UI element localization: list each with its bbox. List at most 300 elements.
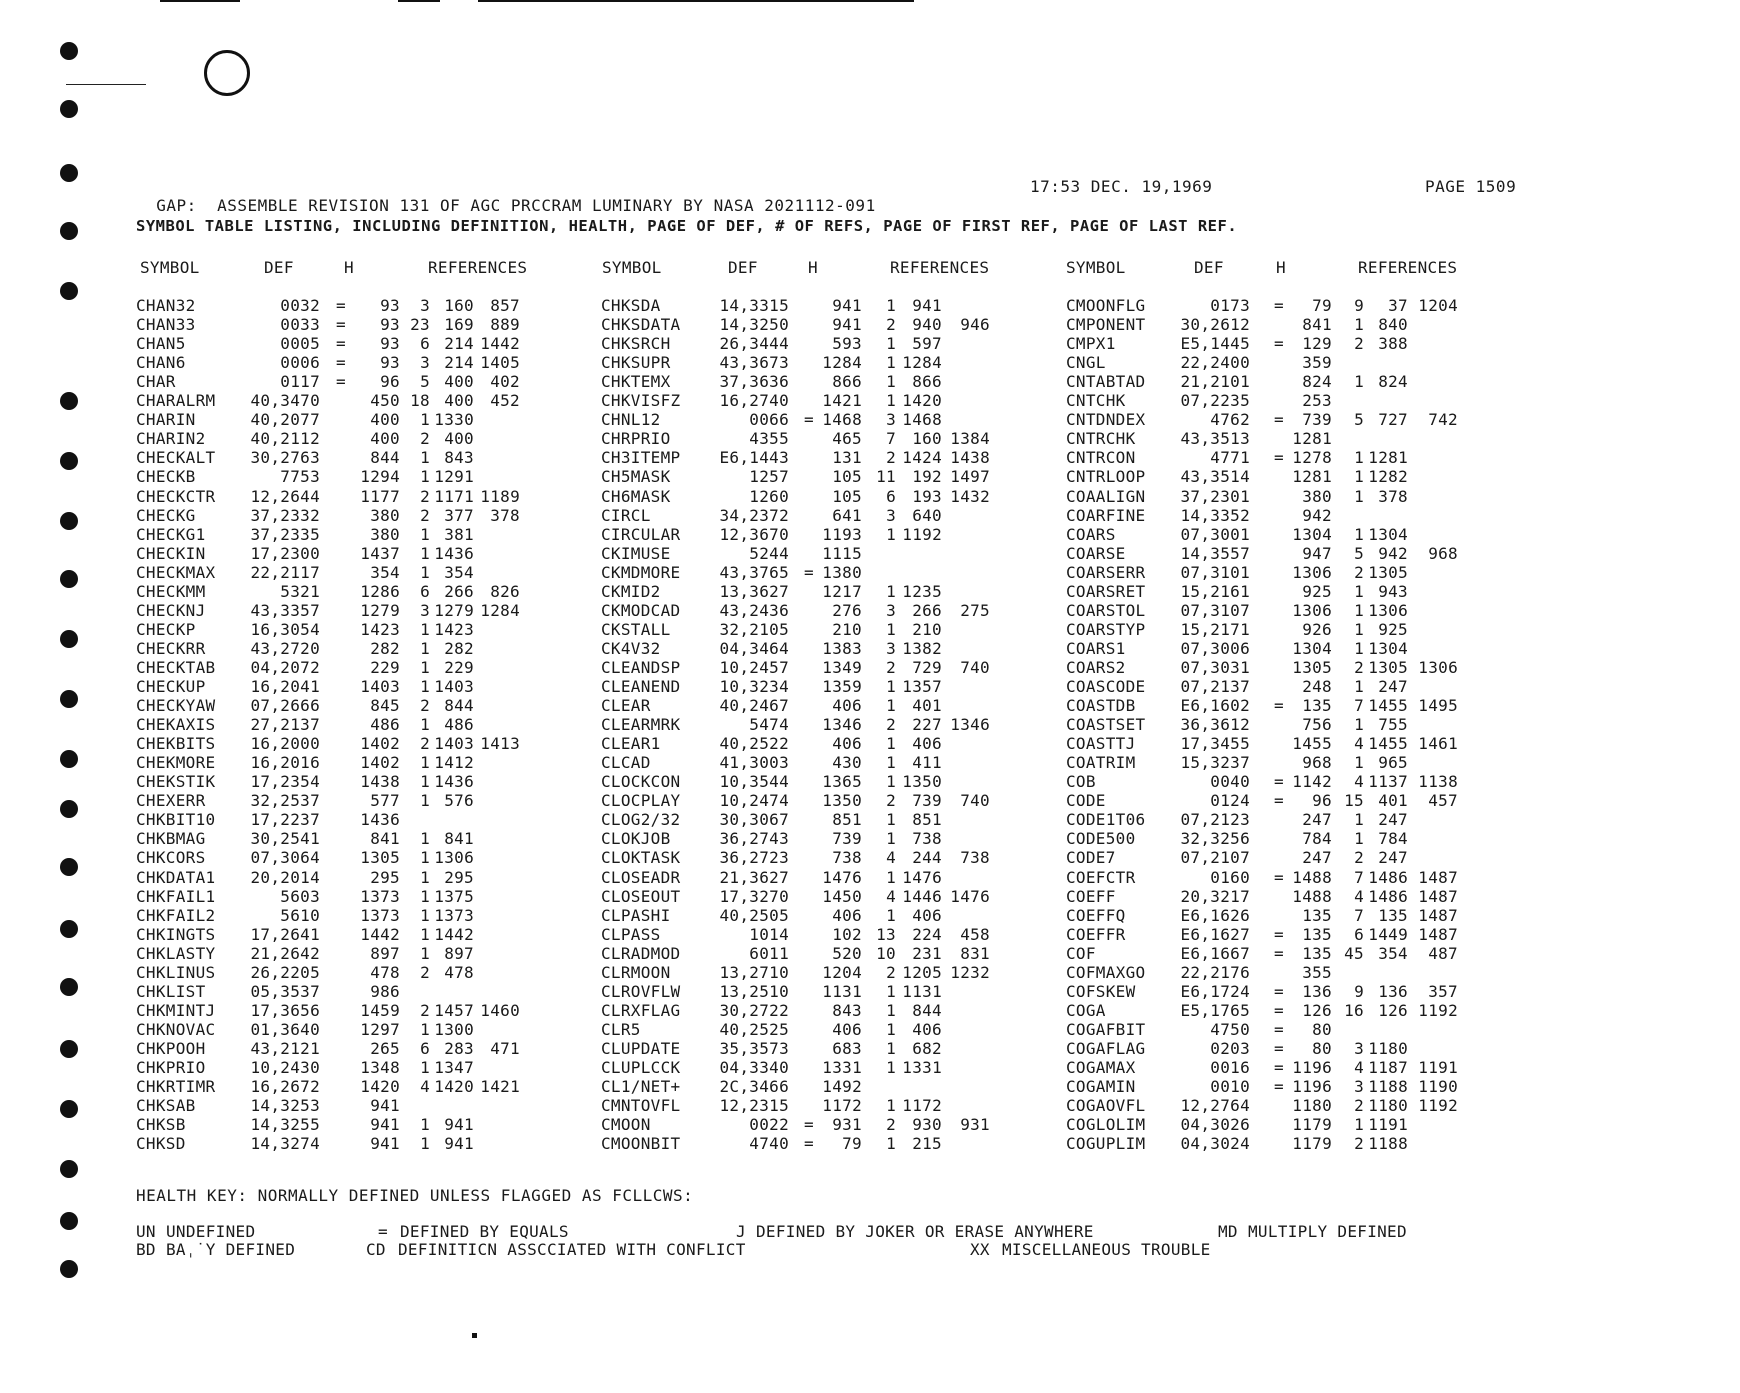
cell-last-1: 1421 (480, 1077, 520, 1097)
cell-page-1: 1297 (360, 1019, 400, 1039)
cell-def-3: 15,2171 (1180, 619, 1250, 639)
cell-first-2: 1446 (902, 886, 942, 906)
cell-page-2: 406 (832, 905, 862, 925)
cell-nrefs-1: 1 (420, 619, 430, 639)
cell-page-1: 1177 (360, 486, 400, 506)
cell-page-1: 1286 (360, 581, 400, 601)
cell-def-3: 07,3006 (1180, 638, 1250, 658)
cell-page-1: 986 (370, 981, 400, 1001)
cell-nrefs-2: 1 (886, 353, 896, 373)
cell-health-1: = (336, 353, 346, 373)
cell-def-3: 43,3514 (1180, 467, 1250, 487)
cell-symbol-2: CLEAR (601, 696, 651, 716)
cell-first-2: 406 (912, 1019, 942, 1039)
cell-first-3: 1188 (1368, 1134, 1408, 1154)
cell-page-2: 683 (832, 1038, 862, 1058)
cell-def-3: E6,1724 (1180, 981, 1250, 1001)
cell-first-2: 224 (912, 924, 942, 944)
key-code-equals: = (378, 1222, 388, 1241)
cell-first-3: 378 (1378, 486, 1408, 506)
cell-nrefs-3: 1 (1354, 753, 1364, 773)
cell-first-1: 229 (444, 657, 474, 677)
cell-def-2: 5474 (749, 715, 789, 735)
cell-first-1: 377 (444, 505, 474, 525)
cell-first-2: 1382 (902, 638, 942, 658)
cell-first-2: 851 (912, 810, 942, 830)
cell-last-3: 1190 (1418, 1077, 1458, 1097)
cell-symbol-1: CHECKTAB (136, 657, 216, 677)
punch-hole (60, 164, 78, 182)
cell-page-2: 1331 (822, 1058, 862, 1077)
cell-nrefs-2: 1 (886, 981, 896, 1001)
cell-page-1: 1438 (360, 772, 400, 792)
listing-subtitle: SYMBOL TABLE LISTING, INCLUDING DEFINITION, HEALTH, PAGE OF DEF, # OF REFS, PAGE OF FIRST REF, PAGE OF LAST REF. (136, 217, 1238, 235)
cell-nrefs-3: 2 (1354, 562, 1364, 582)
cell-page-2: 1476 (822, 867, 862, 887)
cell-def-3: 0160 (1210, 867, 1250, 887)
cell-first-1: 576 (444, 791, 474, 811)
cell-page-3: 380 (1302, 486, 1332, 506)
cell-first-3: 1305 (1368, 562, 1408, 582)
health-key-row-1 (136, 1222, 1407, 1241)
cell-symbol-3: COARSTOL (1066, 600, 1146, 620)
cell-page-1: 1305 (360, 848, 400, 868)
cell-first-3: 1137 (1368, 772, 1408, 792)
cell-symbol-3: COF (1066, 943, 1096, 963)
cell-symbol-3: CNTDNDEX (1066, 410, 1146, 430)
cell-first-1: 844 (444, 696, 474, 716)
cell-first-1: 295 (444, 867, 474, 887)
cell-nrefs-3: 9 (1354, 296, 1364, 315)
cell-def-3: 37,2301 (1180, 486, 1250, 506)
cell-health-3: = (1274, 943, 1284, 963)
cell-def-3: 07,3101 (1180, 562, 1250, 582)
cell-page-2: 1115 (822, 543, 862, 563)
cell-symbol-2: CLOSEADR (601, 867, 681, 887)
cell-def-3: 07,2107 (1180, 848, 1250, 868)
cell-symbol-1: CHECKYAW (136, 696, 216, 716)
cell-page-1: 941 (370, 1096, 400, 1116)
cell-def-2: 36,2723 (719, 848, 789, 868)
cell-last-1: 826 (490, 581, 520, 601)
cell-nrefs-3: 1 (1354, 600, 1364, 620)
cell-def-2: 16,2740 (719, 391, 789, 411)
cell-page-2: 739 (832, 829, 862, 849)
cell-nrefs-1: 1 (420, 772, 430, 792)
cell-page-3: 739 (1302, 410, 1332, 430)
cell-page-1: 941 (370, 1115, 400, 1135)
cell-def-2: 4355 (749, 429, 789, 449)
cell-health-3: = (1274, 1019, 1284, 1039)
cell-def-3: 4762 (1210, 410, 1250, 430)
key-code-md: MD (1218, 1222, 1238, 1241)
cell-health-2: = (804, 1115, 814, 1135)
cell-def-2: 40,2522 (719, 734, 789, 754)
cell-page-2: 105 (832, 467, 862, 487)
cell-first-3: 727 (1378, 410, 1408, 430)
cell-nrefs-1: 1 (420, 638, 430, 658)
key-text-md: MULTIPLY DEFINED (1248, 1222, 1407, 1241)
cell-symbol-2: CH3ITEMP (601, 448, 681, 468)
cell-first-2: 640 (912, 505, 942, 525)
cell-first-2: 1350 (902, 772, 942, 792)
cell-symbol-1: CHEKBITS (136, 734, 216, 754)
cell-page-2: 1359 (822, 677, 862, 696)
cell-first-2: 1205 (902, 962, 942, 982)
cell-def-1: 14,3253 (250, 1096, 320, 1116)
cell-page-3: 1281 (1292, 429, 1332, 449)
cell-def-3: 14,3557 (1180, 543, 1250, 563)
cell-last-3: 1487 (1418, 924, 1458, 944)
cell-def-3: 4750 (1210, 1019, 1250, 1039)
cell-first-1: 283 (444, 1038, 474, 1058)
cell-page-2: 102 (832, 924, 862, 944)
cell-first-3: 824 (1378, 372, 1408, 392)
cell-def-1: 43,2121 (250, 1038, 320, 1058)
cell-page-3: 1304 (1292, 638, 1332, 658)
cell-page-3: 135 (1302, 696, 1332, 716)
cell-nrefs-2: 1 (886, 296, 896, 315)
punch-hole (60, 392, 78, 410)
cell-def-3: E5,1765 (1180, 1000, 1250, 1020)
cell-first-2: 844 (912, 1000, 942, 1020)
cell-def-1: 05,3537 (250, 981, 320, 1001)
cell-page-1: 1437 (360, 543, 400, 563)
cell-symbol-1: CHKCORS (136, 848, 206, 868)
col-health-1: H (344, 258, 354, 277)
cell-last-2: 1438 (950, 448, 990, 468)
cell-first-1: 400 (444, 372, 474, 392)
cell-last-1: 1413 (480, 734, 520, 754)
cell-def-3: E6,1667 (1180, 943, 1250, 963)
cell-first-3: 942 (1378, 543, 1408, 563)
key-text-cd: DEFINITICN ASSCCIATED WITH CONFLICT (398, 1240, 746, 1259)
cell-last-1: 1189 (480, 486, 520, 506)
cell-page-1: 93 (380, 334, 400, 354)
cell-def-2: 13,2510 (719, 981, 789, 1001)
cell-nrefs-1: 18 (410, 391, 430, 411)
cell-last-3: 1306 (1418, 657, 1458, 677)
cell-def-3: 07,2137 (1180, 677, 1250, 696)
cell-page-2: 406 (832, 734, 862, 754)
cell-first-1: 1436 (434, 772, 474, 792)
cell-def-2: 12,3670 (719, 524, 789, 544)
cell-last-2: 931 (960, 1115, 990, 1135)
cell-first-1: 1300 (434, 1019, 474, 1039)
cell-page-2: 1346 (822, 715, 862, 735)
cell-first-1: 486 (444, 715, 474, 735)
cell-first-3: 388 (1378, 334, 1408, 354)
punch-hole (60, 1260, 78, 1278)
cell-symbol-1: CHKLASTY (136, 943, 216, 963)
cell-def-3: 15,3237 (1180, 753, 1250, 773)
cell-first-1: 1306 (434, 848, 474, 868)
cell-symbol-3: COB (1066, 772, 1096, 792)
cell-page-3: 1180 (1292, 1096, 1332, 1116)
cell-symbol-3: COASTSET (1066, 715, 1146, 735)
cell-def-1: 17,3656 (250, 1000, 320, 1020)
cell-symbol-1: CHKBIT10 (136, 810, 216, 830)
cell-symbol-1: CHAN32 (136, 296, 196, 315)
cell-last-1: 471 (490, 1038, 520, 1058)
cell-symbol-1: CHECKRR (136, 638, 206, 658)
cell-nrefs-3: 1 (1354, 638, 1364, 658)
cell-health-1: = (336, 334, 346, 354)
key-code-cd: CD (366, 1240, 386, 1259)
cell-last-3: 1461 (1418, 734, 1458, 754)
cell-nrefs-2: 1 (886, 810, 896, 830)
cell-first-1: 1373 (434, 905, 474, 925)
cell-first-2: 1131 (902, 981, 942, 1001)
cell-nrefs-3: 1 (1354, 524, 1364, 544)
cell-symbol-3: COEFF (1066, 886, 1116, 906)
cell-last-3: 357 (1428, 981, 1458, 1001)
cell-first-1: 1171 (434, 486, 474, 506)
cell-def-3: 22,2176 (1180, 962, 1250, 982)
cell-symbol-1: CHECKIN (136, 543, 206, 563)
col-references-1: REFERENCES (428, 258, 528, 277)
cell-nrefs-1: 1 (420, 1115, 430, 1135)
cell-nrefs-3: 3 (1354, 1038, 1364, 1058)
cell-nrefs-3: 1 (1354, 715, 1364, 735)
cell-page-2: 1365 (822, 772, 862, 792)
cell-def-1: 17,2641 (250, 924, 320, 944)
cell-page-1: 1373 (360, 905, 400, 925)
cell-symbol-1: CHKLINUS (136, 962, 216, 982)
cell-page-1: 841 (370, 829, 400, 849)
cell-first-3: 840 (1378, 315, 1408, 335)
cell-first-3: 1180 (1368, 1096, 1408, 1116)
cell-page-3: 926 (1302, 619, 1332, 639)
cell-first-2: 1420 (902, 391, 942, 411)
cell-symbol-2: CLCAD (601, 753, 651, 773)
cell-def-2: 1014 (749, 924, 789, 944)
cell-nrefs-2: 1 (886, 1000, 896, 1020)
cell-page-3: 136 (1302, 981, 1332, 1001)
cell-def-2: 37,3636 (719, 372, 789, 392)
cell-def-3: 17,3455 (1180, 734, 1250, 754)
cell-def-1: 37,2335 (250, 524, 320, 544)
cell-first-1: 354 (444, 562, 474, 582)
cell-symbol-2: CHRPRIO (601, 429, 671, 449)
cell-health-3: = (1274, 1038, 1284, 1058)
cell-first-1: 843 (444, 448, 474, 468)
cell-page-3: 1305 (1292, 657, 1332, 677)
cell-symbol-3: CMOONFLG (1066, 296, 1146, 315)
cell-symbol-3: COARSERR (1066, 562, 1146, 582)
cell-symbol-2: CLUPDATE (601, 1038, 681, 1058)
cell-nrefs-3: 1 (1354, 372, 1364, 392)
cell-def-1: 5603 (280, 886, 320, 906)
cell-symbol-1: CHECKUP (136, 677, 206, 696)
cell-def-3: 07,3031 (1180, 657, 1250, 677)
cell-first-1: 1375 (434, 886, 474, 906)
cell-health-3: = (1274, 924, 1284, 944)
cell-first-1: 897 (444, 943, 474, 963)
cell-def-3: 04,3024 (1180, 1134, 1250, 1154)
cell-def-3: E5,1445 (1180, 334, 1250, 354)
punch-hole (60, 512, 78, 530)
cell-first-2: 866 (912, 372, 942, 392)
cell-page-3: 784 (1302, 829, 1332, 849)
cell-page-1: 400 (370, 429, 400, 449)
cell-def-1: 27,2137 (250, 715, 320, 735)
cell-def-2: 13,3627 (719, 581, 789, 601)
cell-nrefs-1: 1 (420, 753, 430, 773)
cell-def-3: 43,3513 (1180, 429, 1250, 449)
cell-first-3: 1304 (1368, 638, 1408, 658)
cell-page-3: 1278 (1292, 448, 1332, 468)
cell-nrefs-3: 7 (1354, 696, 1364, 716)
cell-page-1: 1402 (360, 734, 400, 754)
cell-nrefs-1: 3 (420, 296, 430, 315)
cell-page-2: 276 (832, 600, 862, 620)
cell-symbol-2: CLOKTASK (601, 848, 681, 868)
cell-def-1: 0117 (280, 372, 320, 392)
col-references-2: REFERENCES (890, 258, 990, 277)
cell-nrefs-2: 1 (886, 1134, 896, 1154)
cell-page-1: 1420 (360, 1077, 400, 1097)
cell-def-2: 6011 (749, 943, 789, 963)
cell-nrefs-2: 2 (886, 448, 896, 468)
punch-hole (60, 100, 78, 118)
cell-last-3: 1204 (1418, 296, 1458, 315)
cell-page-3: 135 (1302, 924, 1332, 944)
cell-last-1: 1460 (480, 1000, 520, 1020)
cell-first-1: 169 (444, 315, 474, 335)
cell-nrefs-1: 5 (420, 372, 430, 392)
cell-def-2: 1257 (749, 467, 789, 487)
cell-first-3: 1305 (1368, 657, 1408, 677)
cell-def-3: 0173 (1210, 296, 1250, 315)
cell-def-3: 21,2101 (1180, 372, 1250, 392)
cell-nrefs-1: 2 (420, 734, 430, 754)
cell-first-2: 739 (912, 791, 942, 811)
cell-def-1: 26,2205 (250, 962, 320, 982)
cell-symbol-1: CHECKP (136, 619, 196, 639)
cell-page-2: 1380 (822, 562, 862, 582)
cell-def-2: 10,3544 (719, 772, 789, 792)
punch-hole (60, 282, 78, 300)
cell-page-1: 1373 (360, 886, 400, 906)
col-def-1: DEF (264, 258, 294, 277)
cell-def-1: 0005 (280, 334, 320, 354)
cell-first-3: 126 (1378, 1000, 1408, 1020)
cell-symbol-3: CNTCHK (1066, 391, 1126, 411)
page-number: PAGE 1509 (1425, 177, 1517, 196)
cell-nrefs-3: 1 (1354, 581, 1364, 601)
cell-health-2: = (804, 1134, 814, 1154)
cell-nrefs-2: 4 (886, 886, 896, 906)
cell-first-3: 1306 (1368, 600, 1408, 620)
cell-symbol-2: CLEAR1 (601, 734, 661, 754)
cell-first-1: 214 (444, 334, 474, 354)
cell-page-2: 941 (832, 315, 862, 335)
cell-page-1: 96 (380, 372, 400, 392)
cell-def-3: 07,3107 (1180, 600, 1250, 620)
cell-nrefs-1: 1 (420, 448, 430, 468)
cell-page-1: 478 (370, 962, 400, 982)
cell-first-3: 784 (1378, 829, 1408, 849)
cell-last-2: 831 (960, 943, 990, 963)
cell-symbol-1: CHKLIST (136, 981, 206, 1001)
cell-symbol-1: CHECKCTR (136, 486, 216, 506)
cell-nrefs-1: 2 (420, 486, 430, 506)
cell-first-2: 160 (912, 429, 942, 449)
assembly-title: GAP: ASSEMBLE REVISION 131 OF AGC PRCCRAM LUMINARY BY NASA 2021112-091 (156, 196, 876, 215)
cell-symbol-2: CKMID2 (601, 581, 661, 601)
cell-page-2: 1421 (822, 391, 862, 411)
cell-symbol-1: CHKMINTJ (136, 1000, 216, 1020)
cell-def-2: 5244 (749, 543, 789, 563)
cell-first-1: 1420 (434, 1077, 474, 1097)
cell-def-1: 0006 (280, 353, 320, 373)
cell-first-2: 738 (912, 829, 942, 849)
cell-def-1: 17,2300 (250, 543, 320, 563)
cell-symbol-2: CLRMOON (601, 962, 671, 982)
cell-nrefs-2: 1 (886, 677, 896, 696)
cell-def-1: 43,2720 (250, 638, 320, 658)
cell-nrefs-2: 1 (886, 391, 896, 411)
cell-nrefs-1: 1 (420, 829, 430, 849)
top-rule-3 (478, 0, 914, 2)
cell-page-1: 400 (370, 410, 400, 430)
cell-nrefs-2: 1 (886, 524, 896, 544)
cell-first-1: 1330 (434, 410, 474, 430)
cell-def-3: 14,3352 (1180, 505, 1250, 525)
cell-first-1: 478 (444, 962, 474, 982)
cell-first-2: 597 (912, 334, 942, 354)
cell-def-3: 0040 (1210, 772, 1250, 792)
punch-hole (60, 800, 78, 818)
cell-def-3: 36,3612 (1180, 715, 1250, 735)
cell-symbol-2: CLOKJOB (601, 829, 671, 849)
cell-nrefs-1: 1 (420, 791, 430, 811)
cell-nrefs-2: 1 (886, 372, 896, 392)
cell-nrefs-3: 1 (1354, 619, 1364, 639)
cell-first-3: 1191 (1368, 1115, 1408, 1135)
cell-first-2: 1172 (902, 1096, 942, 1116)
cell-symbol-3: COFMAXGO (1066, 962, 1146, 982)
cell-page-2: 406 (832, 1019, 862, 1039)
cell-symbol-3: CODE (1066, 791, 1106, 811)
cell-symbol-1: CHEKAXIS (136, 715, 216, 735)
cell-def-1: 32,2537 (250, 791, 320, 811)
key-text-xx: MISCELLANEOUS TROUBLE (1002, 1240, 1211, 1259)
cell-symbol-3: COARS1 (1066, 638, 1126, 658)
cell-nrefs-2: 1 (886, 1096, 896, 1116)
cell-def-3: E6,1627 (1180, 924, 1250, 944)
cell-health-1: = (336, 372, 346, 392)
cell-symbol-3: COEFFQ (1066, 905, 1126, 925)
cell-last-3: 457 (1428, 791, 1458, 811)
cell-def-2: 0066 (749, 410, 789, 430)
cell-page-2: 105 (832, 486, 862, 506)
cell-page-1: 282 (370, 638, 400, 658)
cell-last-2: 458 (960, 924, 990, 944)
cell-def-1: 17,2354 (250, 772, 320, 792)
cell-symbol-2: CLR5 (601, 1019, 641, 1039)
cell-nrefs-3: 5 (1354, 543, 1364, 563)
health-key-title: HEALTH KEY: NORMALLY DEFINED UNLESS FLAGGED AS FCLLCWS: (136, 1186, 694, 1205)
cell-first-2: 1357 (902, 677, 942, 696)
cell-page-2: 1193 (822, 524, 862, 544)
cell-def-2: 26,3444 (719, 334, 789, 354)
cell-nrefs-3: 7 (1354, 905, 1364, 925)
cell-page-2: 851 (832, 810, 862, 830)
cell-first-2: 1235 (902, 581, 942, 601)
key-text-j: DEFINED BY JOKER OR ERASE ANYWHERE (756, 1222, 1094, 1241)
